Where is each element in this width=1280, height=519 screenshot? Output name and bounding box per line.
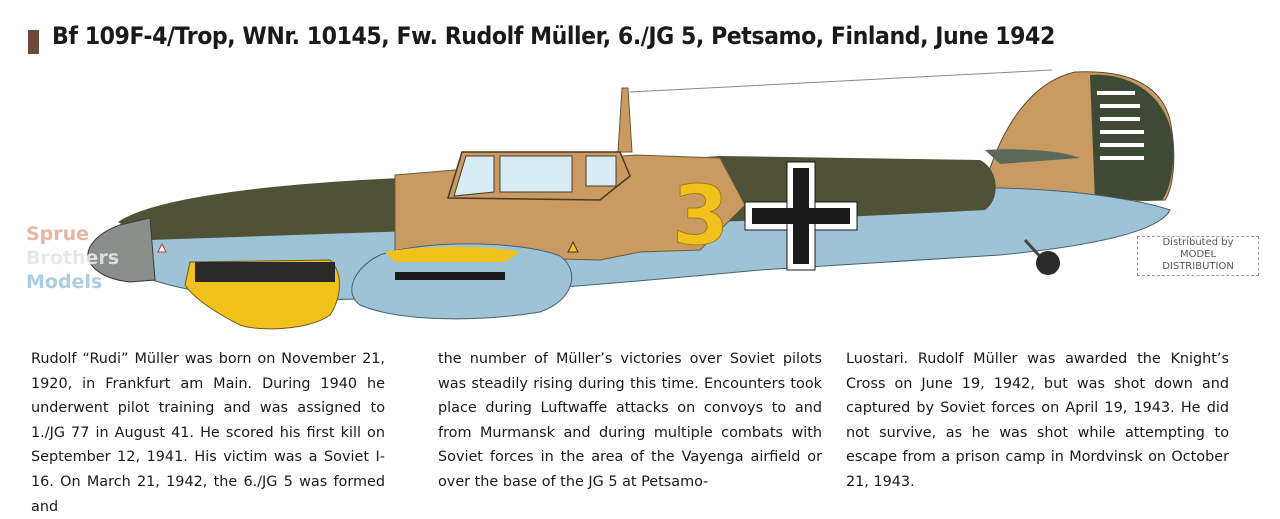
antenna-mast <box>618 88 632 152</box>
tail-wheel <box>1036 251 1060 275</box>
exhaust-stacks <box>195 262 335 282</box>
title-accent-bar <box>28 30 39 54</box>
text-column-1: Rudolf “Rudi” Müller was born on November 21, 1920, in Frankfurt am Main. During 1940 he underwent pilot training and was assigned to 1./JG 77 in August 41. He scored his first kill on September 12, 1941. His victim was a Soviet I-16. On March 21, 1942, the 6./JG 5 was formed and <box>31 351 385 515</box>
aircraft-profile-illustration <box>0 55 1280 340</box>
fuselage-number: 3 <box>672 169 730 264</box>
page-title: Bf 109F-4/Trop, WNr. 10145, Fw. Rudolf Müller, 6./JG 5, Petsamo, Finland, June 1942 <box>52 22 1055 50</box>
watermark-line-3: Models <box>26 271 103 293</box>
canopy-glass-mid <box>500 156 572 192</box>
canopy-glass-rear <box>586 156 616 186</box>
antenna-wire <box>630 70 1052 92</box>
text-column-2: the number of Müller’s victories over Soviet pilots was steadily rising during this time. Encounters took place during Luftwaffe attacks on convoys to and from Murmansk and during multiple combats with Soviet forces in the area of the Vayenga airfield or over the base of the JG 5 at Petsamo- <box>438 351 822 490</box>
watermark <box>26 222 119 294</box>
distributor-line-3: DISTRIBUTION <box>1162 261 1234 272</box>
text-column-3: Luostari. Rudolf Müller was awarded the Knight’s Cross on June 19, 1942, but was shot down and captured by Soviet forces on April 19, 1943. He did not survive, as he was shot while attempting to escape from a prison camp in Mordvinsk on October 21, 1943. <box>846 351 1229 490</box>
distributor-logo <box>1137 236 1259 276</box>
distributor-line-1: Distributed by <box>1162 237 1234 248</box>
distributor-line-2: MODEL <box>1179 249 1217 260</box>
watermark-line-2: Brothers <box>26 247 120 269</box>
watermark-line-1: Sprue <box>26 223 90 245</box>
